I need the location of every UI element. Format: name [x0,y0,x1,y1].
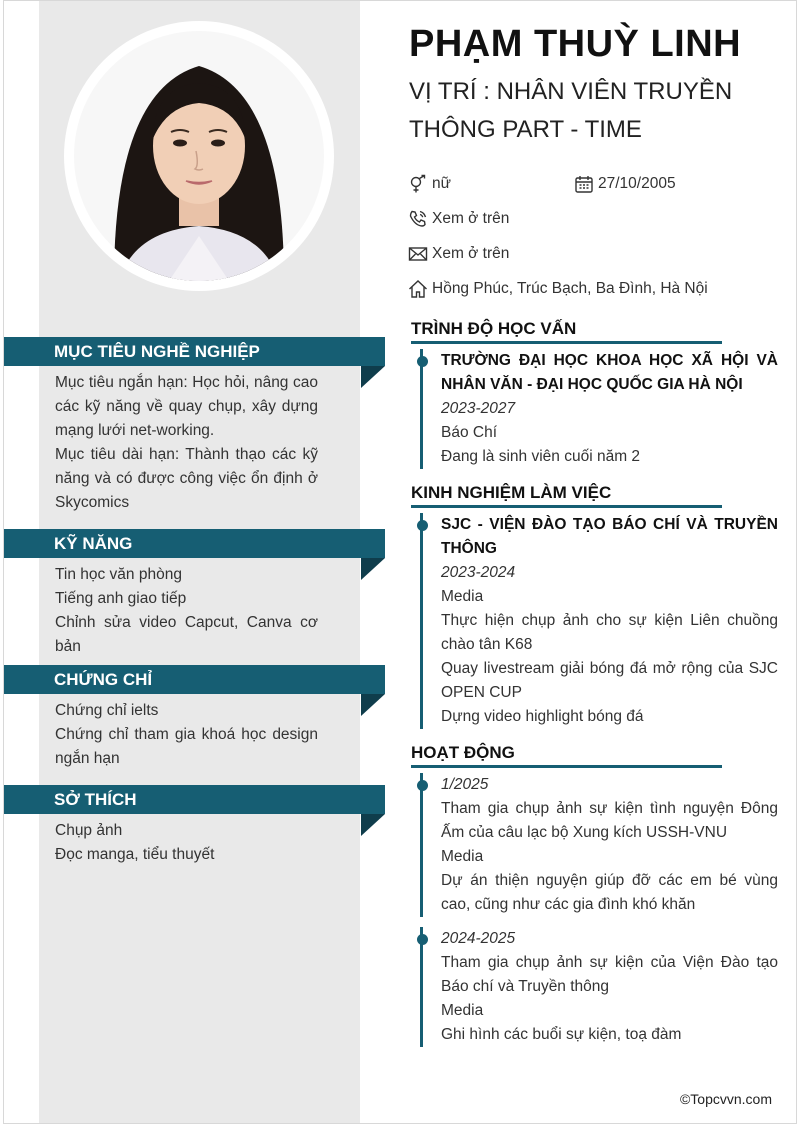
certificate-item: Chứng chỉ tham gia khoá học design ngắn hạn [55,726,318,767]
section-activities-title: HOẠT ĐỘNG [411,743,722,768]
activity-period: 2024-2025 [441,930,516,947]
skills-body [55,563,318,659]
experience-position: Media [441,588,484,605]
activity-period: 1/2025 [441,776,489,793]
timeline-dot [417,356,428,367]
address-row [408,279,708,299]
section-fold [361,814,385,836]
experience-task: Thực hiện chụp ảnh cho sự kiện Liên chuồng chào tân K68 [441,612,778,653]
home-icon [408,279,428,299]
activity-entry [420,927,778,1047]
section-experience-title: KINH NGHIỆM LÀM VIỆC [411,483,722,508]
education-major: Báo Chí [441,424,498,441]
experience-org: SJC - VIỆN ĐÀO TẠO BÁO CHÍ VÀ TRUYỀN THÔNG [441,516,778,557]
calendar-icon [574,174,594,194]
timeline-dot [417,520,428,531]
avatar [74,31,324,281]
copyright: ©Topcvvn.com [679,1091,772,1107]
phone-icon [408,209,428,229]
section-certificates-title: CHỨNG CHỈ [4,665,385,694]
timeline-dot [417,934,428,945]
email-value: Xem ở trên [432,245,510,262]
activity-desc: Tham gia chụp ảnh sự kiện của Viện Đào tạo Báo chí và Truyền thông [441,954,778,995]
activity-entry [420,773,778,917]
skill-item: Tiếng anh giao tiếp [55,590,187,607]
section-fold [361,558,385,580]
education-entry [420,349,778,469]
job-position: VỊ TRÍ : NHÂN VIÊN TRUYỀN THÔNG PART - TIME [409,78,733,143]
cv-page [3,0,797,1124]
certificates-body [55,699,318,771]
education-period: 2023-2027 [441,400,516,417]
school-name: TRƯỜNG ĐẠI HỌC KHOA HỌC XÃ HỘI VÀ NHÂN VĂN - ĐẠI HỌC QUỐC GIA HÀ NỘI [441,352,778,393]
activity-desc: Tham gia chụp ảnh sự kiện tình nguyện Đông Ấm của câu lạc bộ Xung kích USSH-VNU [441,800,778,841]
candidate-name: PHẠM THUỲ LINH [409,23,742,65]
gender-value: nữ [432,175,451,192]
objective-body [55,371,318,515]
experience-entry [420,513,778,729]
education-note: Đang là sinh viên cuối năm 2 [441,448,641,465]
hobby-item: Đọc manga, tiểu thuyết [55,846,215,863]
certificate-item: Chứng chỉ ielts [55,702,159,719]
address-value: Hồng Phúc, Trúc Bạch, Ba Đình, Hà Nội [432,280,708,297]
gender-row [408,174,451,194]
skill-item: Chỉnh sửa video Capcut, Canva cơ bản [55,614,318,655]
experience-task: Dựng video highlight bóng đá [441,708,644,725]
activity-role: Media [441,848,484,865]
phone-row [408,209,509,229]
section-fold [361,694,385,716]
section-objective-title: MỤC TIÊU NGHỀ NGHIỆP [4,337,385,366]
mail-icon [408,244,428,264]
skill-item: Tin học văn phòng [55,566,182,583]
activity-detail: Dự án thiện nguyện giúp đỡ các em bé vùng cao, cũng như các gia đình khó khăn [441,872,778,913]
timeline-dot [417,780,428,791]
phone-value: Xem ở trên [432,210,510,227]
objective-long-term: Mục tiêu dài hạn: Thành thạo các kỹ năng và có được công việc ổn định ở Skycomics [55,446,318,511]
birthday-value: 27/10/2005 [598,175,676,192]
email-row [408,244,509,264]
experience-task: Quay livestream giải bóng đá mở rộng của SJC OPEN CUP [441,660,778,701]
experience-period: 2023-2024 [441,564,516,581]
birthday-row [574,174,676,194]
hobby-item: Chụp ảnh [55,822,123,839]
activity-detail: Ghi hình các buổi sự kiện, toạ đàm [441,1026,682,1043]
hobbies-body [55,819,318,867]
section-hobbies-title: SỞ THÍCH [4,785,385,814]
gender-icon [408,174,428,194]
activity-role: Media [441,1002,484,1019]
section-skills-title: KỸ NĂNG [4,529,385,558]
objective-short-term: Mục tiêu ngắn hạn: Học hỏi, nâng cao các kỹ năng về quay chụp, xây dựng mạng lưới net-working. [55,374,318,439]
section-education-title: TRÌNH ĐỘ HỌC VẤN [411,319,722,344]
section-fold [361,366,385,388]
